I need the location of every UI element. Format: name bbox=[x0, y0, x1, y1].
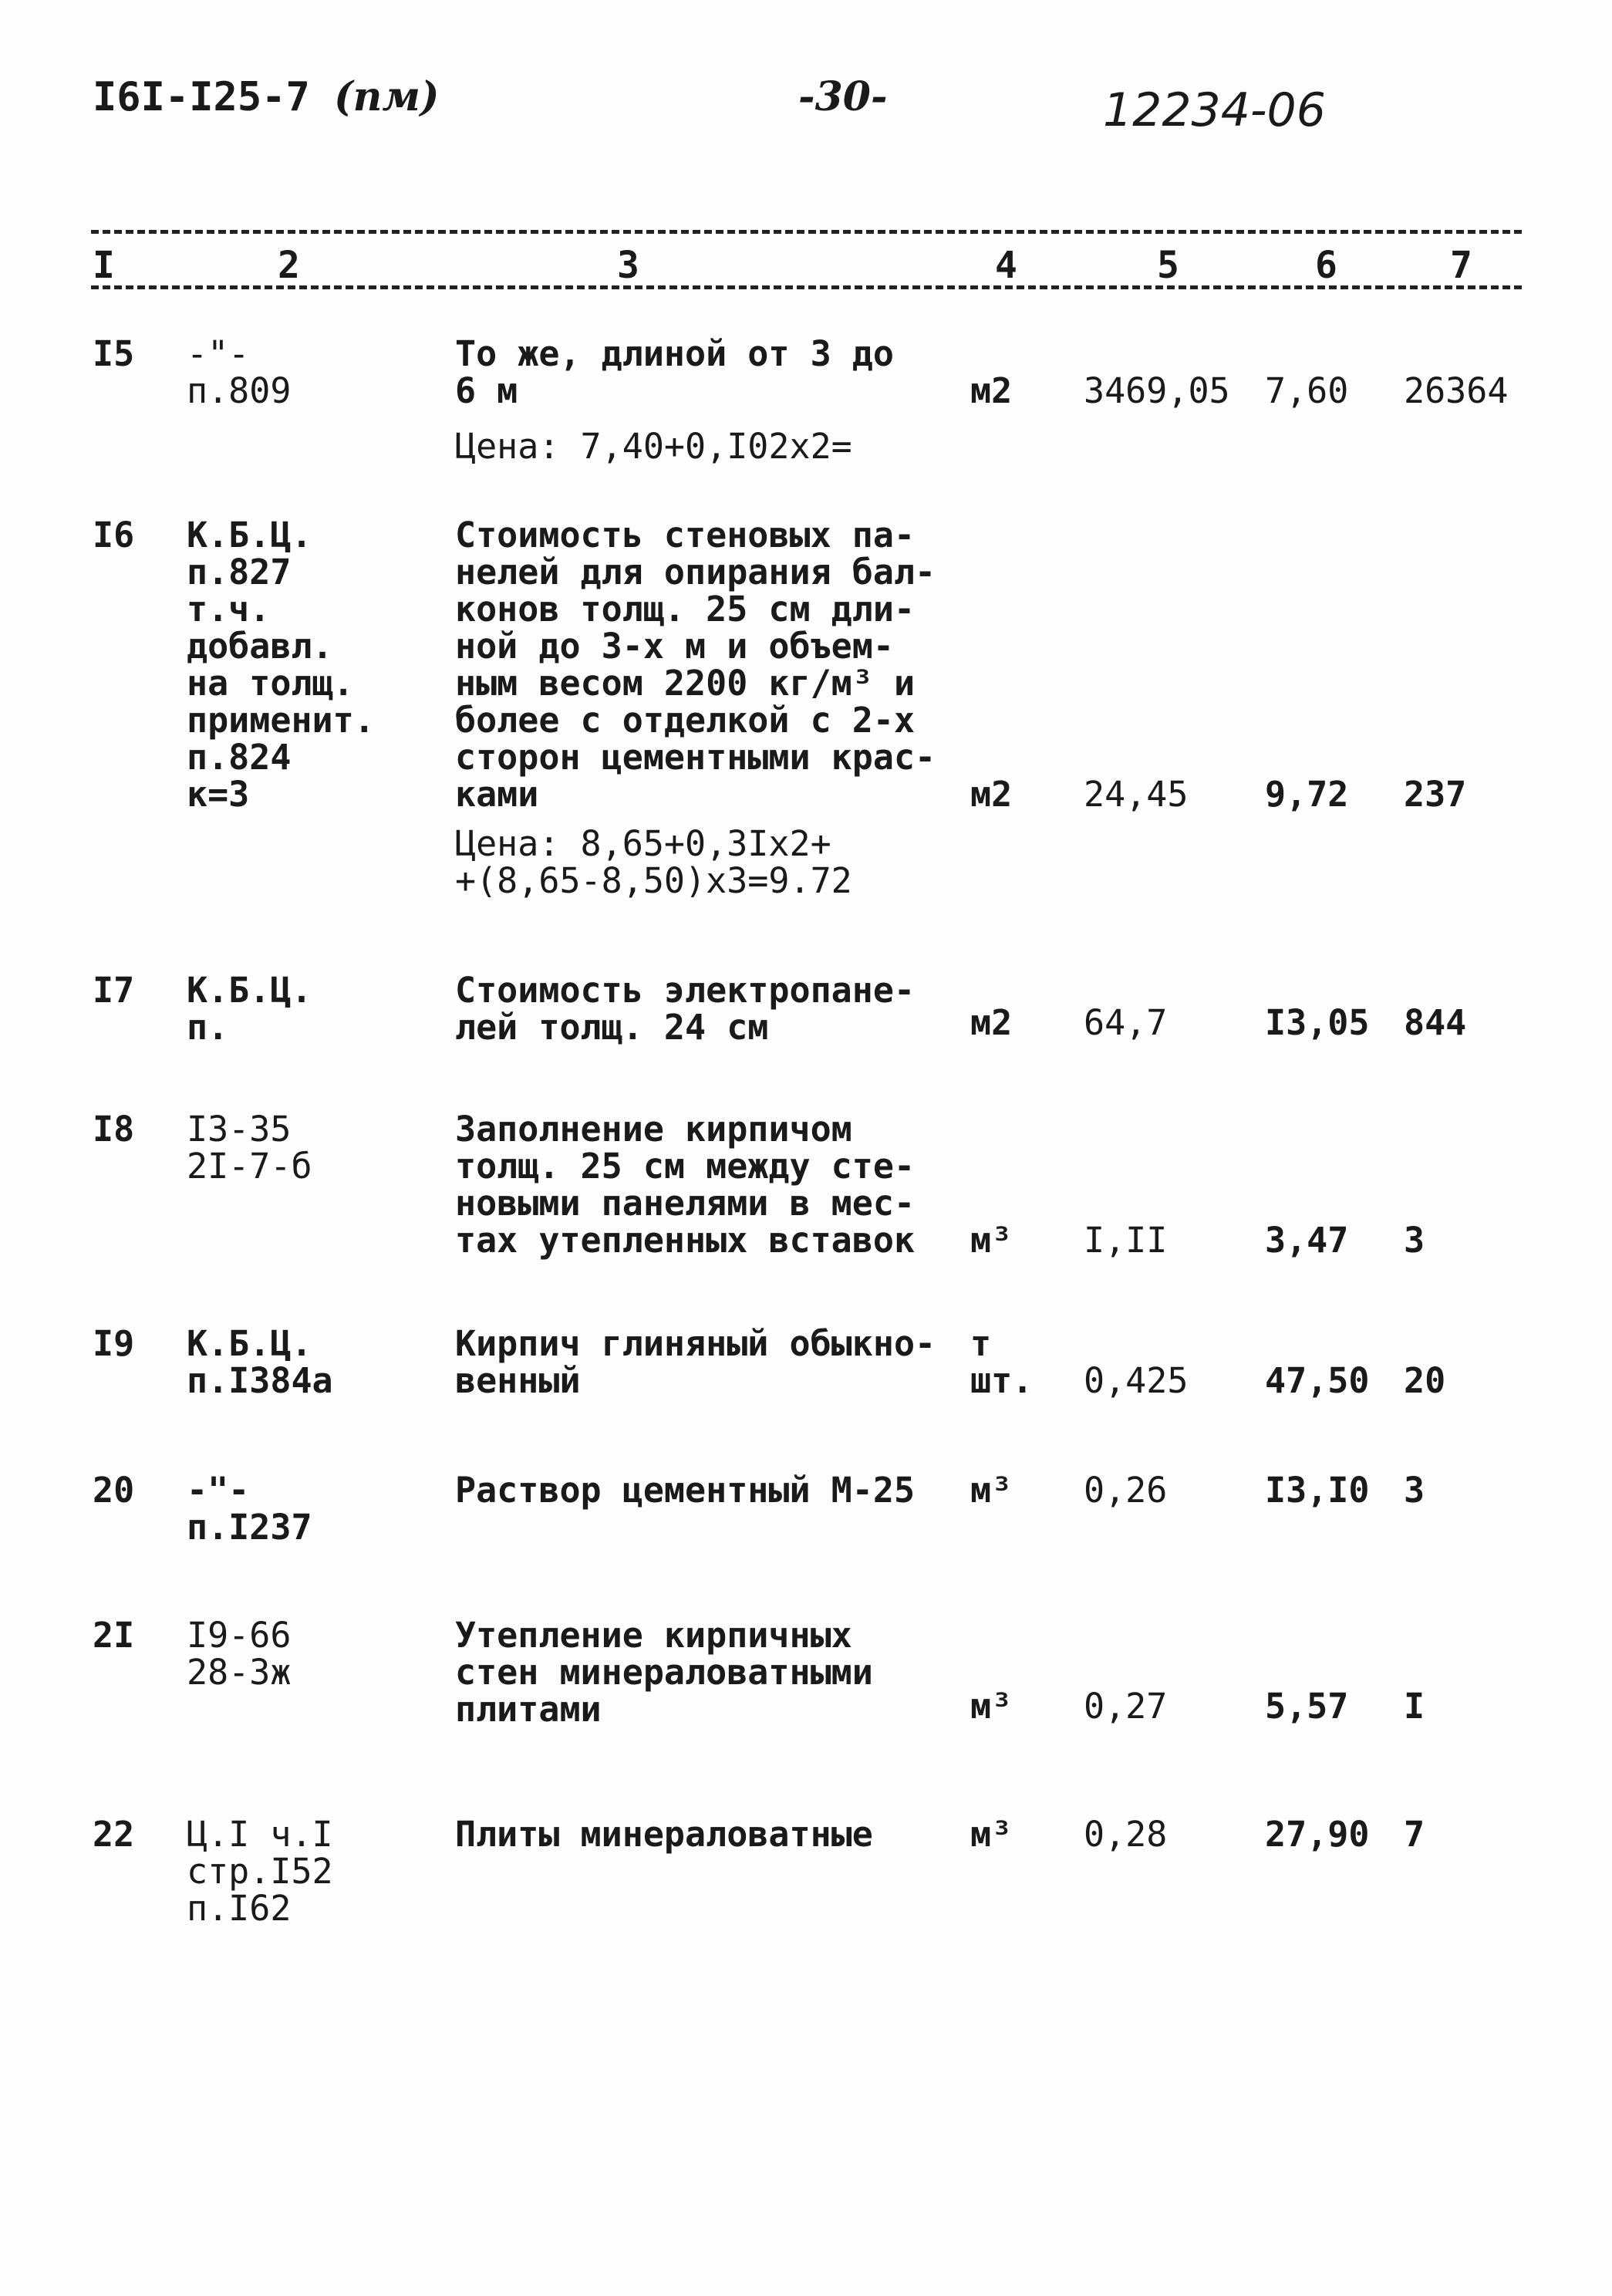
row-reference: -"- п.I237 bbox=[187, 1470, 312, 1548]
col-head-4: 4 bbox=[995, 244, 1017, 287]
row-total: 20 bbox=[1404, 1360, 1446, 1401]
col-head-6: 6 bbox=[1315, 244, 1337, 287]
row-quantity: 0,27 bbox=[1084, 1686, 1168, 1727]
col-head-3: 3 bbox=[617, 244, 639, 287]
row-total: 7 bbox=[1404, 1814, 1425, 1855]
row-description: Заполнение кирпичом толщ. 25 см между сте- новыми панелями в мес- тах утепленных вставок bbox=[455, 1109, 916, 1261]
row-number: 2I bbox=[93, 1615, 135, 1656]
doc-code-text: I6I-I25-7 bbox=[93, 74, 310, 120]
row-unit: м³ bbox=[970, 1686, 1013, 1727]
row-description: Плиты минераловатные bbox=[455, 1814, 873, 1855]
row-rate: I3,I0 bbox=[1265, 1470, 1370, 1511]
col-head-5: 5 bbox=[1157, 244, 1179, 287]
row-price-formula: Цена: 8,65+0,3Iх2+ +(8,65-8,50)х3=9.72 bbox=[455, 823, 852, 901]
row-rate: 27,90 bbox=[1265, 1814, 1370, 1855]
row-reference: К.Б.Ц. п. bbox=[187, 970, 312, 1048]
row-price-formula: Цена: 7,40+0,I02x2= bbox=[455, 426, 852, 467]
row-description: Кирпич глиняный обыкно- венный bbox=[455, 1323, 936, 1401]
row-quantity: 24,45 bbox=[1084, 774, 1189, 815]
row-number: I5 bbox=[93, 333, 135, 374]
row-number: 20 bbox=[93, 1470, 135, 1511]
row-rate: 9,72 bbox=[1265, 774, 1349, 815]
row-quantity: 0,28 bbox=[1084, 1814, 1168, 1855]
row-rate: 47,50 bbox=[1265, 1360, 1370, 1401]
row-quantity: 64,7 bbox=[1084, 1002, 1168, 1043]
row-reference: I9-66 28-3ж bbox=[187, 1615, 292, 1693]
col-head-1: I bbox=[93, 244, 115, 287]
header-rule-bottom bbox=[91, 285, 1522, 289]
row-number: 22 bbox=[93, 1814, 135, 1855]
doc-code bbox=[93, 73, 440, 120]
row-rate: I3,05 bbox=[1265, 1002, 1370, 1043]
row-number: I6 bbox=[93, 515, 135, 555]
row-reference: Ц.I ч.I стр.I52 п.I62 bbox=[187, 1814, 333, 1929]
row-total: 3 bbox=[1404, 1220, 1425, 1261]
row-rate: 7,60 bbox=[1265, 370, 1349, 411]
row-unit: м2 bbox=[970, 1002, 1013, 1043]
row-description: Утепление кирпичных стен минераловатными плитами bbox=[455, 1615, 873, 1730]
row-unit: т шт. bbox=[970, 1323, 1034, 1401]
col-head-7: 7 bbox=[1450, 244, 1472, 287]
row-total: I bbox=[1404, 1686, 1425, 1727]
row-quantity: I,II bbox=[1084, 1220, 1168, 1261]
row-total: 26364 bbox=[1404, 370, 1509, 411]
row-description: Стоимость электропане- лей толщ. 24 см bbox=[455, 970, 916, 1048]
header-rule-top bbox=[91, 230, 1522, 234]
row-description: Раствор цементный М-25 bbox=[455, 1470, 916, 1511]
row-unit: м³ bbox=[970, 1470, 1013, 1511]
row-rate: 3,47 bbox=[1265, 1220, 1349, 1261]
row-unit: м³ bbox=[970, 1220, 1013, 1261]
row-total: 844 bbox=[1404, 1002, 1467, 1043]
row-quantity: 0,26 bbox=[1084, 1470, 1168, 1511]
project-number: 12234-06 bbox=[1103, 83, 1326, 137]
row-description: Стоимость стеновых па- нелей для опирания бал- конов толщ. 25 см дли- ной до 3-х м и объем- ным весом 2200 кг/м³ и более с отделкой с 2-х сторон цементными крас- ками bbox=[455, 515, 936, 815]
row-reference: -"- п.809 bbox=[187, 333, 292, 411]
row-description: То же, длиной от 3 до 6 м bbox=[455, 333, 894, 411]
page-number: -30- bbox=[798, 73, 888, 120]
row-reference: I3-35 2I-7-б bbox=[187, 1109, 312, 1187]
col-head-2: 2 bbox=[278, 244, 300, 287]
row-rate: 5,57 bbox=[1265, 1686, 1349, 1727]
row-unit: м³ bbox=[970, 1814, 1013, 1855]
row-number: I9 bbox=[93, 1323, 135, 1364]
row-reference: К.Б.Ц. п.I384а bbox=[187, 1323, 333, 1401]
row-number: I8 bbox=[93, 1109, 135, 1150]
row-total: 237 bbox=[1404, 774, 1467, 815]
row-unit: м2 bbox=[970, 774, 1013, 815]
row-quantity: 3469,05 bbox=[1084, 370, 1230, 411]
doc-code-note: (пм) bbox=[334, 73, 440, 120]
row-number: I7 bbox=[93, 970, 135, 1011]
row-reference: К.Б.Ц. п.827 т.ч. добавл. на толщ. применит. п.824 к=3 bbox=[187, 515, 375, 815]
row-quantity: 0,425 bbox=[1084, 1360, 1189, 1401]
row-total: 3 bbox=[1404, 1470, 1425, 1511]
row-unit: м2 bbox=[970, 370, 1013, 411]
